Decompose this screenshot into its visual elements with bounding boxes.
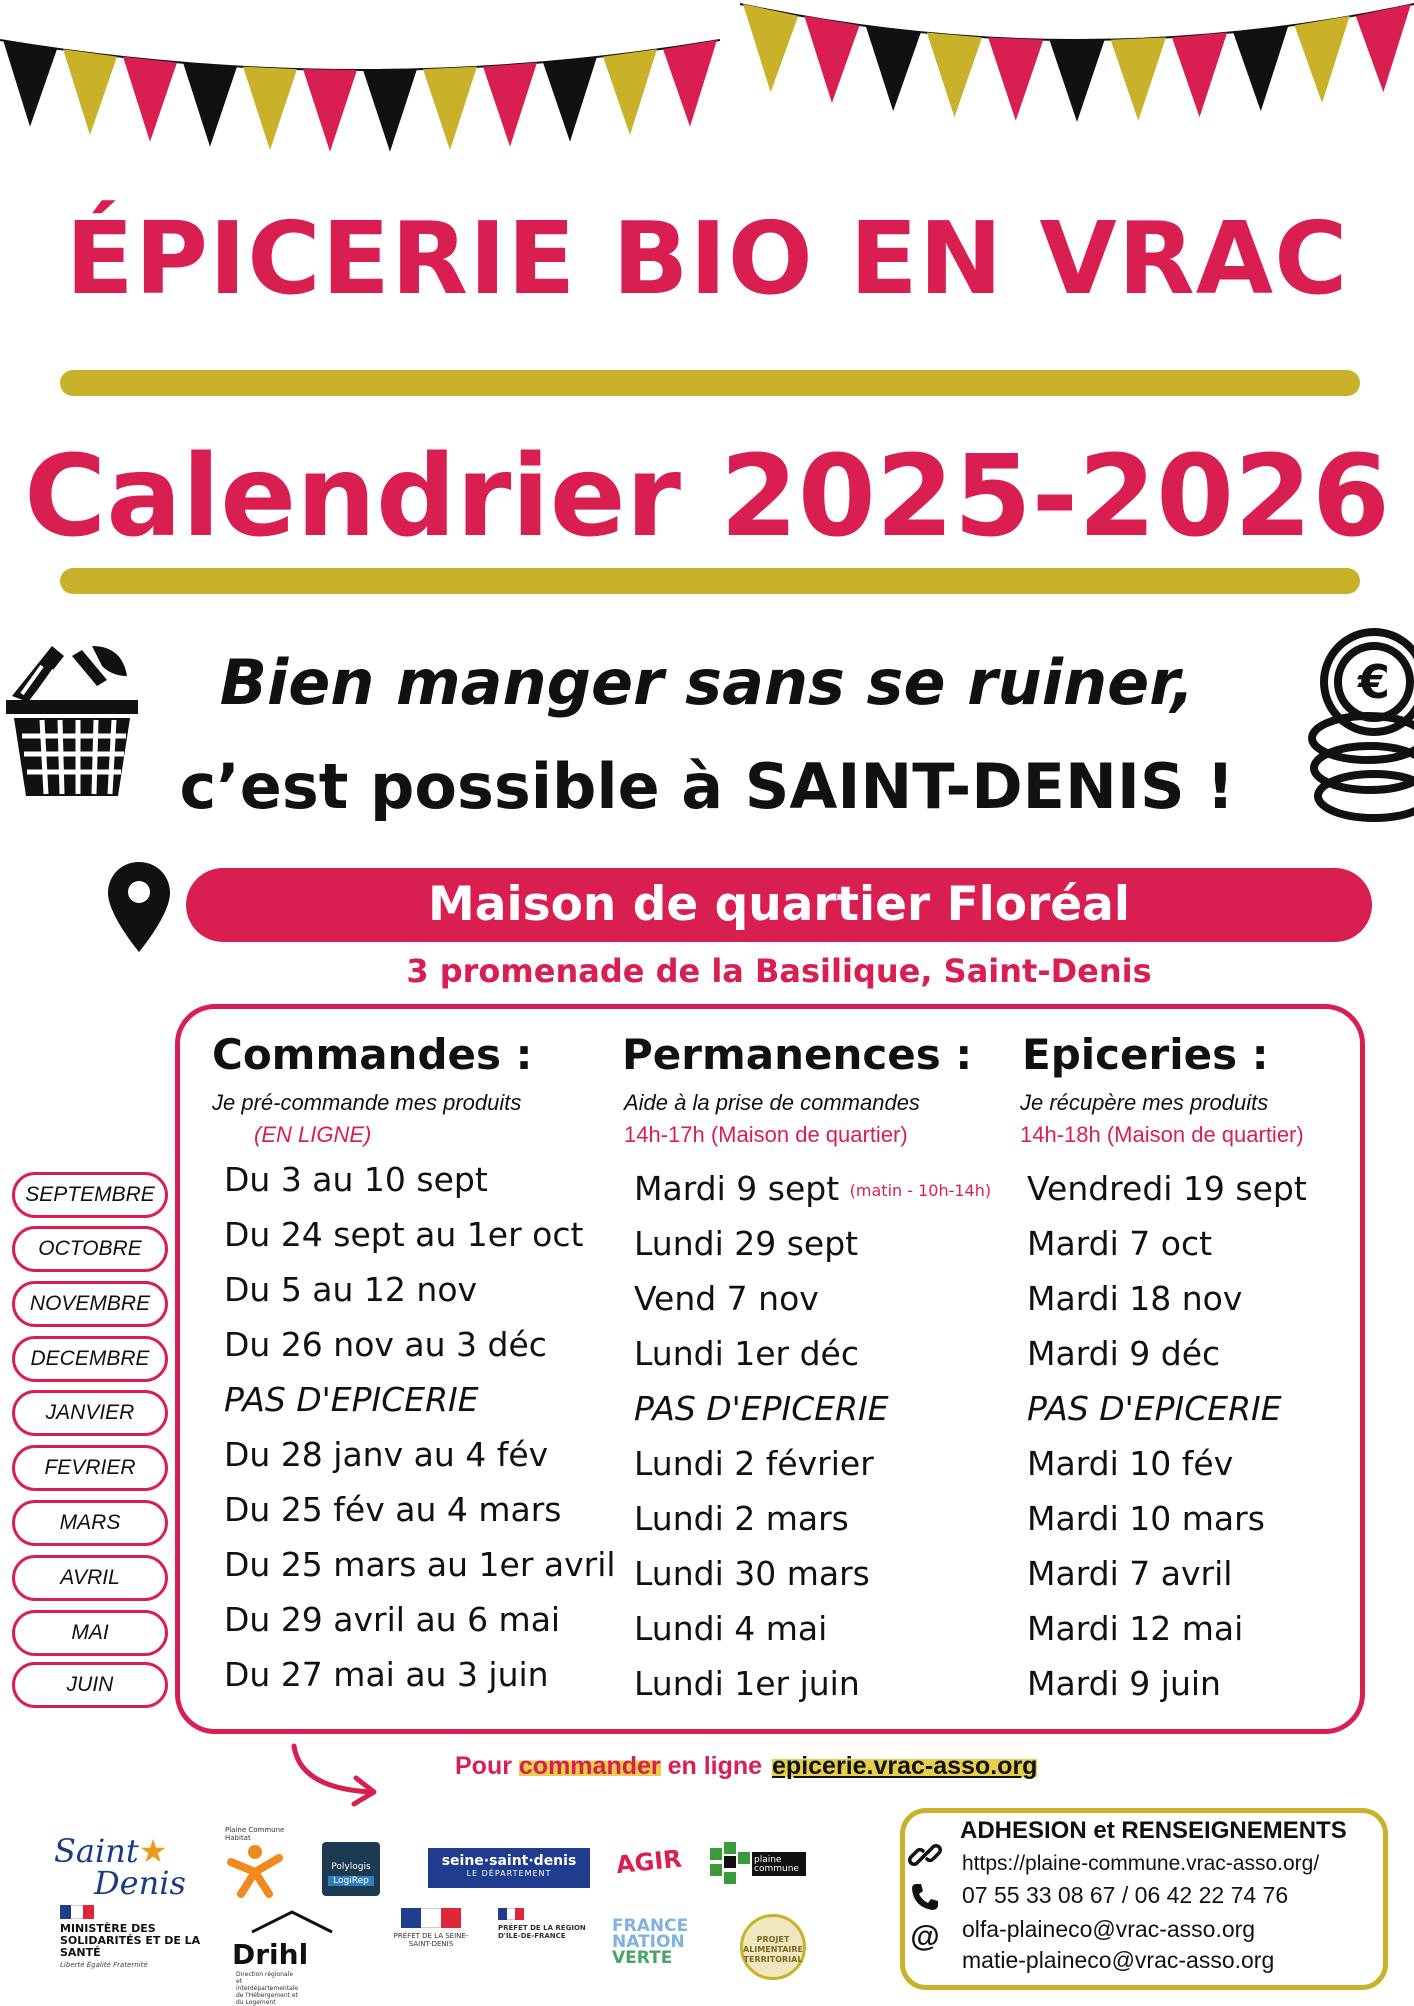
bunting-flag <box>63 49 117 135</box>
permanences-row-text: Lundi 1er déc <box>634 1334 859 1373</box>
epiceries-row <box>1027 1664 1221 1703</box>
bunting-flag <box>1356 4 1411 92</box>
pat-text: PROJET ALIMENTAIRE TERRITORIAL <box>743 1935 804 1964</box>
drihl-subtext: Direction régionale et interdépartementale de l'Hébergement et du Logement <box>236 1971 299 2006</box>
commandes-row <box>224 1325 547 1364</box>
drihl-text: Drihl <box>232 1938 309 1971</box>
bunting-flag <box>483 63 537 147</box>
slogan-line-1: Bien manger sans se ruiner, <box>219 646 1195 719</box>
bunting-flag <box>927 33 982 118</box>
commandes-row-text: Du 25 mars au 1er avril <box>224 1545 616 1584</box>
permanences-row <box>634 1224 858 1263</box>
permanences-subtitle: Aide à la prise de commandes <box>624 1090 920 1115</box>
roof-icon <box>232 1910 372 1934</box>
person-figure-icon <box>225 1842 285 1896</box>
map-pin-icon <box>106 860 172 954</box>
bunting-flag <box>243 67 297 150</box>
agir-logo <box>614 1844 683 1904</box>
permanences-row-text: Lundi 4 mai <box>634 1609 828 1648</box>
bunting-flag <box>183 63 237 147</box>
commandes-row-text: Du 5 au 12 nov <box>224 1270 478 1309</box>
ssd-subtext: LE DÉPARTEMENT <box>466 1869 552 1878</box>
plaine-commune-text: plaine commune <box>754 1855 799 1874</box>
permanences-row-text: Mardi 9 sept <box>634 1169 840 1208</box>
permanences-row <box>634 1389 889 1428</box>
commandes-row-text: Du 27 mai au 3 juin <box>224 1655 549 1694</box>
commandes-row-text: Du 26 nov au 3 déc <box>224 1325 547 1364</box>
polylogis-text: Polylogis <box>331 1862 371 1872</box>
permanences-note: 14h-17h (Maison de quartier) <box>624 1122 908 1147</box>
commandes-subtitle: Je pré-commande mes produits <box>212 1090 522 1115</box>
bunting-flag <box>1172 33 1227 118</box>
month-octobre: OCTOBRE <box>12 1226 168 1272</box>
commandes-row <box>224 1655 549 1694</box>
commandes-row-text: PAS D'EPICERIE <box>224 1380 479 1419</box>
commandes-row-text: Du 25 fév au 4 mars <box>224 1490 562 1529</box>
order-link[interactable]: epicerie.vrac-asso.org <box>772 1752 1038 1780</box>
french-flag-icon <box>401 1908 461 1928</box>
agir-text: AGIR <box>614 1844 683 1880</box>
page-title: ÉPICERIE BIO EN VRAC <box>65 200 1349 317</box>
permanences-title: Permanences : <box>622 1030 973 1079</box>
commandes-row <box>224 1215 583 1254</box>
bunting-flag <box>1233 25 1288 111</box>
commandes-row <box>224 1160 488 1199</box>
svg-text:€: € <box>1357 655 1391 709</box>
commandes-row <box>224 1380 479 1419</box>
commandes-row <box>224 1545 616 1584</box>
bunting-flag <box>743 4 798 92</box>
venue-address: 3 promenade de la Basilique, Saint-Denis <box>406 952 1152 990</box>
plaine-commune-habitat-logo <box>225 1826 285 1900</box>
commandes-row <box>224 1490 561 1529</box>
epiceries-row-text: Mardi 18 nov <box>1027 1279 1243 1318</box>
epiceries-row-text: Mardi 9 juin <box>1027 1664 1221 1703</box>
epiceries-row-text: Mardi 10 mars <box>1027 1499 1265 1538</box>
month-mai: MAI <box>12 1610 168 1656</box>
polylogis-logo <box>322 1842 380 1896</box>
permanences-row-text: Lundi 2 mars <box>634 1499 849 1538</box>
epiceries-row <box>1027 1554 1232 1593</box>
bunting-flag <box>303 69 357 152</box>
month-fevrier: FEVRIER <box>12 1445 168 1491</box>
epiceries-row <box>1027 1609 1243 1648</box>
month-septembre: SEPTEMBRE <box>12 1172 168 1218</box>
seine-saint-denis-logo <box>428 1848 590 1888</box>
permanence-time-note: (matin - 10h-14h) <box>849 1181 992 1200</box>
commandes-row-text: Du 24 sept au 1er oct <box>224 1215 584 1254</box>
order-prefix: Pour <box>455 1752 519 1780</box>
bunting-flag <box>663 40 717 127</box>
epiceries-title: Epiceries : <box>1022 1030 1269 1079</box>
commandes-title: Commandes : <box>212 1030 533 1079</box>
bunting-flag <box>1049 40 1104 122</box>
epiceries-row <box>1027 1224 1212 1263</box>
month-juin: JUIN <box>12 1662 168 1708</box>
french-flag-icon <box>60 1905 94 1919</box>
bunting-flag <box>543 57 597 142</box>
epiceries-row <box>1027 1279 1242 1318</box>
epiceries-row <box>1027 1444 1233 1483</box>
permanences-row-text: Vend 7 nov <box>634 1279 819 1318</box>
saint-denis-logo <box>54 1832 186 1902</box>
commandes-row <box>224 1600 560 1639</box>
permanences-row <box>634 1444 874 1483</box>
month-mars: MARS <box>12 1500 168 1546</box>
bunting-flag <box>866 25 921 111</box>
saint-denis-logo-line2: Denis <box>94 1864 186 1902</box>
order-suffix: en ligne <box>660 1752 763 1780</box>
commandes-row-text: Du 3 au 10 sept <box>224 1160 488 1199</box>
email-at-icon: @ <box>910 1920 940 1953</box>
bunting-flag <box>804 16 859 103</box>
permanences-row <box>634 1609 827 1648</box>
epiceries-row-text: Vendredi 19 sept <box>1027 1169 1307 1208</box>
epiceries-row-text: Mardi 10 fév <box>1027 1444 1234 1483</box>
epiceries-row-text: Mardi 12 mai <box>1027 1609 1244 1648</box>
epiceries-row <box>1027 1169 1307 1208</box>
phone-icon <box>910 1882 940 1912</box>
commandes-row-text: Du 28 janv au 4 fév <box>224 1435 549 1474</box>
epiceries-row <box>1027 1499 1265 1538</box>
permanences-row <box>634 1334 859 1373</box>
star-icon: ★ <box>138 1832 168 1870</box>
permanences-row-text: Lundi 29 sept <box>634 1224 859 1263</box>
plaine-commune-logo <box>710 1842 810 1892</box>
bunting-flag <box>123 57 177 142</box>
epiceries-row-text: Mardi 7 avril <box>1027 1554 1233 1593</box>
epiceries-row-text: PAS D'EPICERIE <box>1027 1389 1282 1428</box>
permanences-row-text: Lundi 2 février <box>634 1444 874 1483</box>
order-highlight: commander <box>518 1752 661 1780</box>
euro-coins-icon <box>1310 620 1414 830</box>
french-flag-icon <box>498 1908 524 1920</box>
commandes-row <box>224 1270 477 1309</box>
bunting-flag <box>3 40 57 127</box>
contact-phone[interactable]: 07 55 33 08 67 / 06 42 22 74 76 <box>962 1882 1289 1908</box>
prefet-idf-logo <box>498 1908 588 1940</box>
drihl-logo <box>232 1910 372 2006</box>
prefet-idf-text: PRÉFET DE LA RÉGION D'ÎLE-DE-FRANCE <box>498 1924 586 1940</box>
month-novembre: NOVEMBRE <box>12 1281 168 1327</box>
permanences-row-text: PAS D'EPICERIE <box>634 1389 889 1428</box>
permanences-row <box>634 1554 870 1593</box>
bunting-flag <box>988 37 1043 120</box>
permanences-row-text: Lundi 1er juin <box>634 1664 860 1703</box>
epiceries-row-text: Mardi 9 déc <box>1027 1334 1221 1373</box>
ministere-text: MINISTÈRE DES SOLIDARITÉS ET DE LA SANTÉ <box>60 1922 201 1959</box>
curved-arrow-icon <box>290 1742 390 1812</box>
saint-denis-logo-line1: Saint <box>54 1832 139 1870</box>
permanences-row-text: Lundi 30 mars <box>634 1554 870 1593</box>
logirep-text: LogiRep <box>328 1876 374 1886</box>
epiceries-row <box>1027 1334 1220 1373</box>
fnv-line2: NATION <box>612 1932 685 1952</box>
commandes-note: (EN LIGNE) <box>254 1122 372 1147</box>
fnv-line3: VERTE <box>612 1948 673 1968</box>
month-janvier: JANVIER <box>12 1390 168 1436</box>
bunting-flag <box>363 69 417 152</box>
slogan-line-2: c’est possible à SAINT-DENIS ! <box>179 750 1235 823</box>
month-avril: AVRIL <box>12 1555 168 1601</box>
month-decembre: DECEMBRE <box>12 1336 168 1382</box>
bunting-flag <box>1294 16 1349 103</box>
permanences-row <box>634 1279 819 1318</box>
permanences-row <box>634 1499 849 1538</box>
permanences-row <box>634 1169 991 1208</box>
epiceries-row <box>1027 1389 1282 1428</box>
venue-name: Maison de quartier Floréal <box>186 868 1372 942</box>
prefet-ssd-text: PRÉFET DE LA SEINE-SAINT-DENIS <box>393 1932 469 1948</box>
contact-email-2[interactable]: matie-plaineco@vrac-asso.org <box>962 1947 1275 1973</box>
page-subtitle: Calendrier 2025-2026 <box>24 432 1390 562</box>
ministere-logo <box>60 1905 210 1969</box>
bunting-flag <box>1111 37 1166 120</box>
epiceries-subtitle: Je récupère mes produits <box>1020 1090 1269 1115</box>
bunting-flag <box>603 49 657 135</box>
plaine-habitat-text: Plaine Commune Habitat <box>225 1826 285 1842</box>
order-online-line <box>455 1752 1037 1781</box>
projet-alimentaire-logo <box>740 1914 806 1980</box>
commandes-row-text: Du 29 avril au 6 mai <box>224 1600 561 1639</box>
permanences-row <box>634 1664 860 1703</box>
bunting-decoration <box>0 0 1414 140</box>
france-nation-verte-logo <box>612 1918 688 1966</box>
motto-text: Liberté Égalité Fraternité <box>60 1961 148 1969</box>
contact-url[interactable]: https://plaine-commune.vrac-asso.org/ <box>962 1852 1320 1875</box>
contact-title: ADHESION et RENSEIGNEMENTS <box>960 1817 1347 1844</box>
link-icon <box>910 1840 940 1870</box>
bunting-flag <box>423 67 477 150</box>
gold-divider <box>60 370 1360 396</box>
prefet-seine-saint-denis-logo <box>392 1908 470 1948</box>
fnv-line1: FRANCE <box>612 1916 689 1936</box>
contact-email-1[interactable]: olfa-plaineco@vrac-asso.org <box>962 1916 1256 1942</box>
commandes-row <box>224 1435 548 1474</box>
epiceries-note: 14h-18h (Maison de quartier) <box>1020 1122 1304 1147</box>
ssd-text: seine·saint·denis <box>441 1853 577 1869</box>
gold-divider <box>60 568 1360 594</box>
epiceries-row-text: Mardi 7 oct <box>1027 1224 1213 1263</box>
